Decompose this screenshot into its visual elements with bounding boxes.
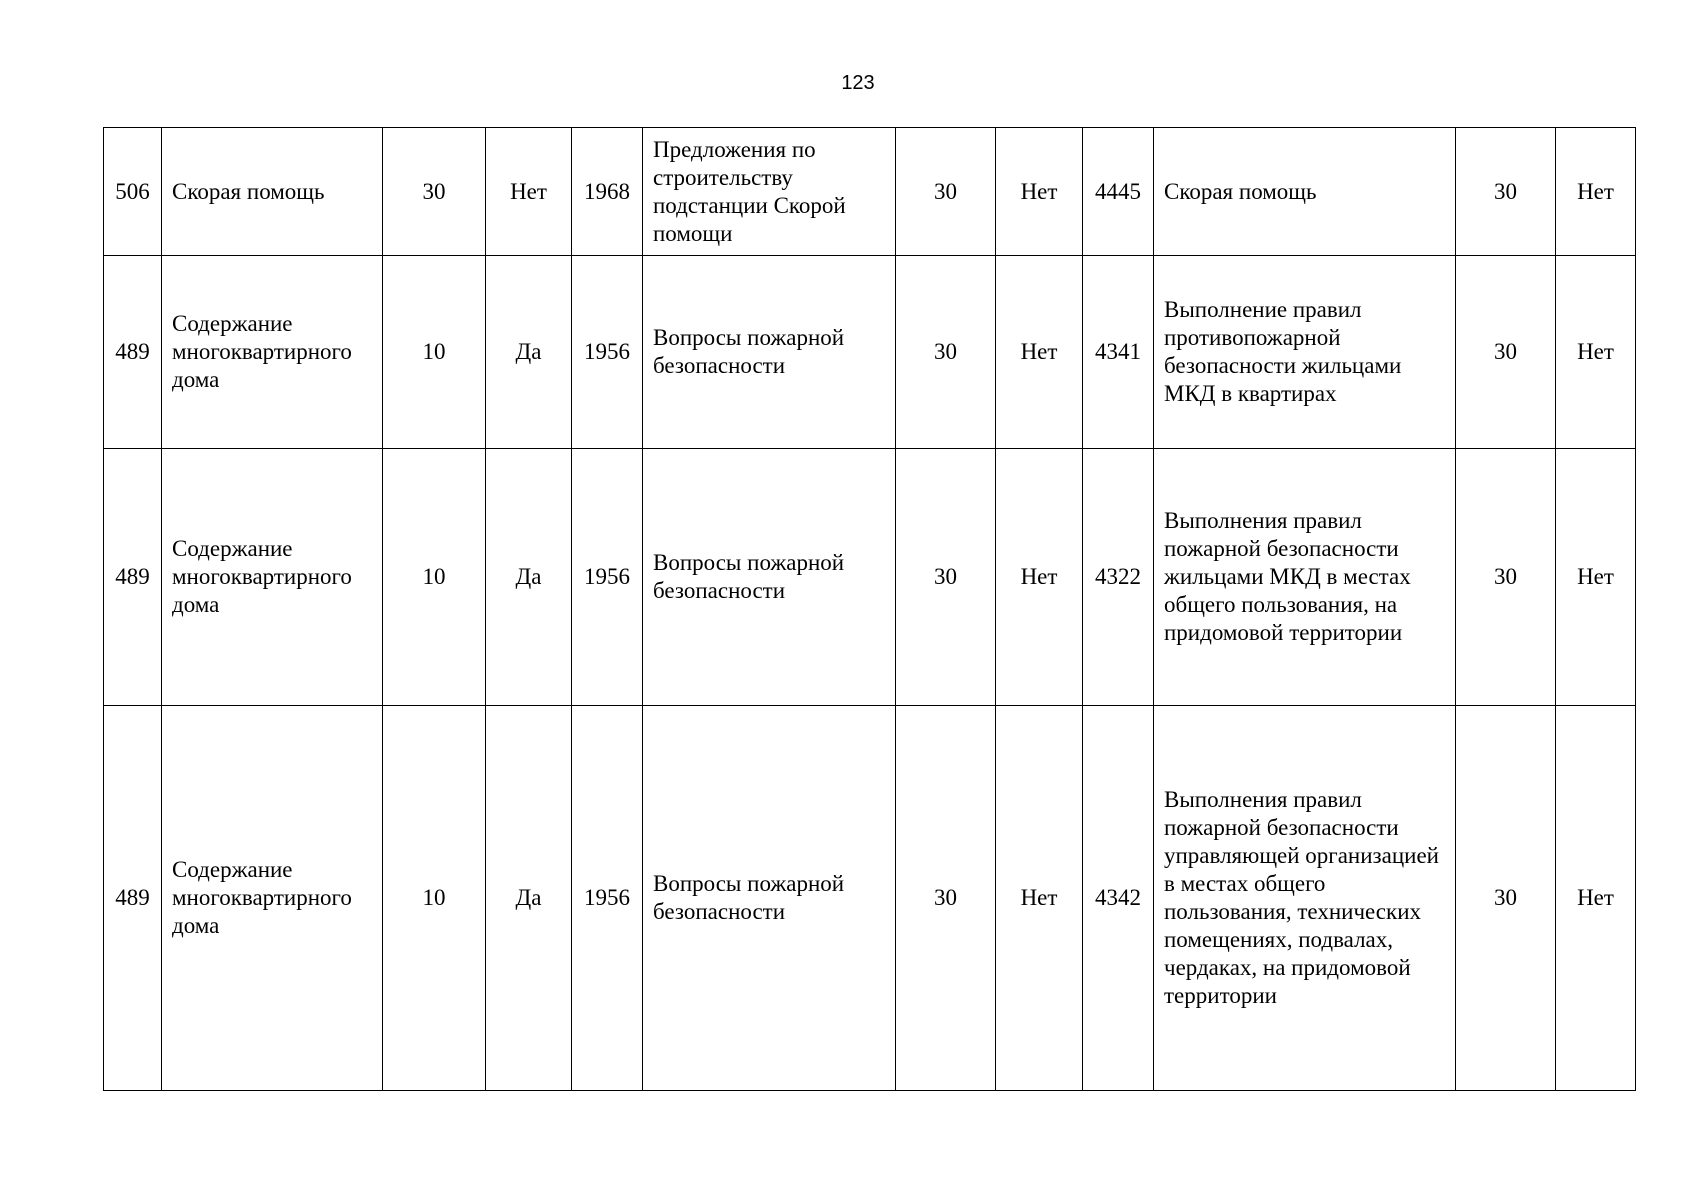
table-cell: Содержание многоквартирного дома: [162, 706, 383, 1091]
table-cell: Нет: [996, 706, 1083, 1091]
table-cell: Да: [486, 706, 572, 1091]
table-row: [104, 128, 1636, 256]
table-cell: Нет: [996, 128, 1083, 256]
table-cell: Да: [486, 449, 572, 706]
table-cell: Нет: [1556, 449, 1636, 706]
table-cell: 30: [896, 706, 996, 1091]
table-cell: 30: [1456, 256, 1556, 449]
table-cell: 30: [1456, 449, 1556, 706]
table-cell: 30: [383, 128, 486, 256]
page-number: 123: [841, 72, 875, 94]
table-cell: Предложения по строительству подстанции Скорой помощи: [643, 128, 896, 256]
table-cell: 1956: [572, 449, 643, 706]
table-cell: Нет: [1556, 256, 1636, 449]
table-cell: Вопросы пожарной безопасности: [643, 449, 896, 706]
table-cell: Нет: [996, 256, 1083, 449]
table-cell: 4322: [1083, 449, 1154, 706]
table-cell: Нет: [486, 128, 572, 256]
table-cell: Выполнение правил противопожарной безопасности жильцами МКД в квартирах: [1154, 256, 1456, 449]
table-cell: Содержание многоквартирного дома: [162, 256, 383, 449]
table-cell: 30: [1456, 706, 1556, 1091]
table-cell: 506: [104, 128, 162, 256]
table-cell: 30: [896, 449, 996, 706]
table-row: [104, 706, 1636, 1091]
table-row: [104, 449, 1636, 706]
table-cell: 489: [104, 449, 162, 706]
table-cell: Скорая помощь: [162, 128, 383, 256]
table-cell: 10: [383, 449, 486, 706]
table-cell: 30: [1456, 128, 1556, 256]
table-cell: 10: [383, 706, 486, 1091]
table-cell: Нет: [1556, 128, 1636, 256]
table-cell: 4342: [1083, 706, 1154, 1091]
data-table: [103, 127, 1636, 1091]
table-cell: 30: [896, 128, 996, 256]
table-cell: 4341: [1083, 256, 1154, 449]
table-cell: Вопросы пожарной безопасности: [643, 706, 896, 1091]
table-cell: Выполнения правил пожарной безопасности управляющей организацией в местах общего пользования, технических помещениях, подвалах, чердаках, на придомовой территории: [1154, 706, 1456, 1091]
table-cell: 4445: [1083, 128, 1154, 256]
table-row: [104, 256, 1636, 449]
table-cell: 10: [383, 256, 486, 449]
table-cell: 30: [896, 256, 996, 449]
table-cell: 1956: [572, 706, 643, 1091]
table-cell: 1956: [572, 256, 643, 449]
table-cell: Выполнения правил пожарной безопасности жильцами МКД в местах общего пользования, на придомовой территории: [1154, 449, 1456, 706]
table-cell: 1968: [572, 128, 643, 256]
table-cell: 489: [104, 256, 162, 449]
table-cell: Содержание многоквартирного дома: [162, 449, 383, 706]
table-cell: Скорая помощь: [1154, 128, 1456, 256]
table-cell: 489: [104, 706, 162, 1091]
table-cell: Нет: [1556, 706, 1636, 1091]
table-cell: Нет: [996, 449, 1083, 706]
table-cell: Вопросы пожарной безопасности: [643, 256, 896, 449]
table-cell: Да: [486, 256, 572, 449]
